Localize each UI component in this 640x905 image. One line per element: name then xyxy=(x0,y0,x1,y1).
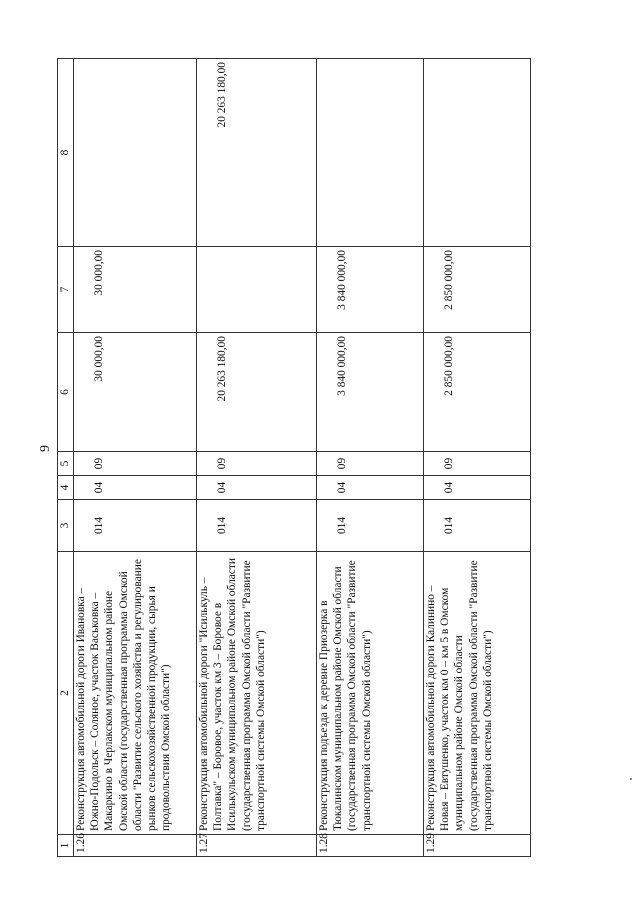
header-cell: 6 xyxy=(58,333,74,452)
code-cell xyxy=(424,500,531,552)
code-cell xyxy=(197,476,317,500)
row-index: 1.26 xyxy=(74,835,197,857)
object-name: Реконструкция автомобильной дороги "Исилькуль – Полтавка" – Боровое, участок км 3 – Боровое в Исилькульском муниципальном районе Омской области (государственная программа Омской области "Развитие транспортной системы Омской области") xyxy=(197,552,317,835)
code-cell xyxy=(317,476,424,500)
amount-cell xyxy=(74,247,197,333)
code-value: 04 xyxy=(443,481,455,494)
page-number: 9 xyxy=(38,445,53,452)
code-cell xyxy=(424,452,531,476)
code-cell xyxy=(317,500,424,552)
code-value: 04 xyxy=(93,481,105,494)
amount-cell xyxy=(424,333,531,452)
code-cell xyxy=(74,476,197,500)
amount-value: 20 263 180,00 xyxy=(216,336,228,402)
amount-cell xyxy=(74,333,197,452)
amount-value: 30 000,00 xyxy=(93,336,105,382)
amount-cell xyxy=(197,247,317,333)
budget-table xyxy=(57,58,531,857)
header-cell: 5 xyxy=(58,452,74,476)
code-value: 09 xyxy=(216,457,228,470)
row-index: 1.27 xyxy=(197,835,317,857)
object-name: Реконструкция автомобильной дороги Калинино – Новая – Евтушенко, участок км 0 – км 5 в Омском муниципальном районе Омской области (государственная программа Омской области "Развитие транспортной системы Омской области") xyxy=(424,552,531,835)
amount-cell xyxy=(424,247,531,333)
rotated-page xyxy=(57,59,563,857)
code-cell xyxy=(197,452,317,476)
amount-cell xyxy=(317,333,424,452)
table-row xyxy=(317,59,424,857)
amount-value: 2 850 000,00 xyxy=(443,250,455,310)
header-cell: 7 xyxy=(58,247,74,333)
table-row xyxy=(74,59,197,857)
table-row xyxy=(424,59,531,857)
code-cell xyxy=(197,500,317,552)
amount-cell xyxy=(197,59,317,247)
code-cell xyxy=(74,500,197,552)
code-value: 09 xyxy=(443,457,455,470)
row-index: 1.29 xyxy=(424,835,531,857)
amount-cell xyxy=(197,333,317,452)
amount-value: 20 263 180,00 xyxy=(216,62,228,128)
code-value: 09 xyxy=(93,457,105,470)
row-index: 1.28 xyxy=(317,835,424,857)
code-value: 09 xyxy=(336,457,348,470)
code-value: 014 xyxy=(443,516,455,535)
object-name: Реконструкция автомобильной дороги Ивановка – Южно-Подольск – Соляное, участок Васьковка – Макаркино в Черлакском муниципальном районе Омской области (государственная программа Омской области "Развитие сельского хозяйства и регулирование рынков сельскохозяйственной продукции, сырья и продовольствия Омской области") xyxy=(74,552,197,835)
code-value: 04 xyxy=(216,481,228,494)
amount-value: 30 000,00 xyxy=(93,250,105,296)
code-value: 014 xyxy=(93,516,105,535)
scan-speck xyxy=(630,778,632,780)
header-cell: 1 xyxy=(58,835,74,857)
amount-value: 2 850 000,00 xyxy=(443,336,455,396)
object-name: Реконструкция подъезда к деревне Приозерка в Тюкалинском муниципальном районе Омской области (государственная программа Омской области "Развитие транспортной системы Омской области") xyxy=(317,552,424,835)
code-cell xyxy=(317,452,424,476)
code-value: 04 xyxy=(336,481,348,494)
code-value: 014 xyxy=(336,516,348,535)
header-cell: 2 xyxy=(58,552,74,835)
amount-cell xyxy=(317,247,424,333)
code-cell xyxy=(424,476,531,500)
header-row xyxy=(58,59,74,857)
amount-cell xyxy=(317,59,424,247)
code-value: 014 xyxy=(216,516,228,535)
amount-cell xyxy=(424,59,531,247)
amount-value: 3 840 000,00 xyxy=(336,336,348,396)
header-cell: 3 xyxy=(58,500,74,552)
header-cell: 4 xyxy=(58,476,74,500)
amount-cell xyxy=(74,59,197,247)
amount-value: 3 840 000,00 xyxy=(336,250,348,310)
table-row xyxy=(197,59,317,857)
code-cell xyxy=(74,452,197,476)
header-cell: 8 xyxy=(58,59,74,247)
